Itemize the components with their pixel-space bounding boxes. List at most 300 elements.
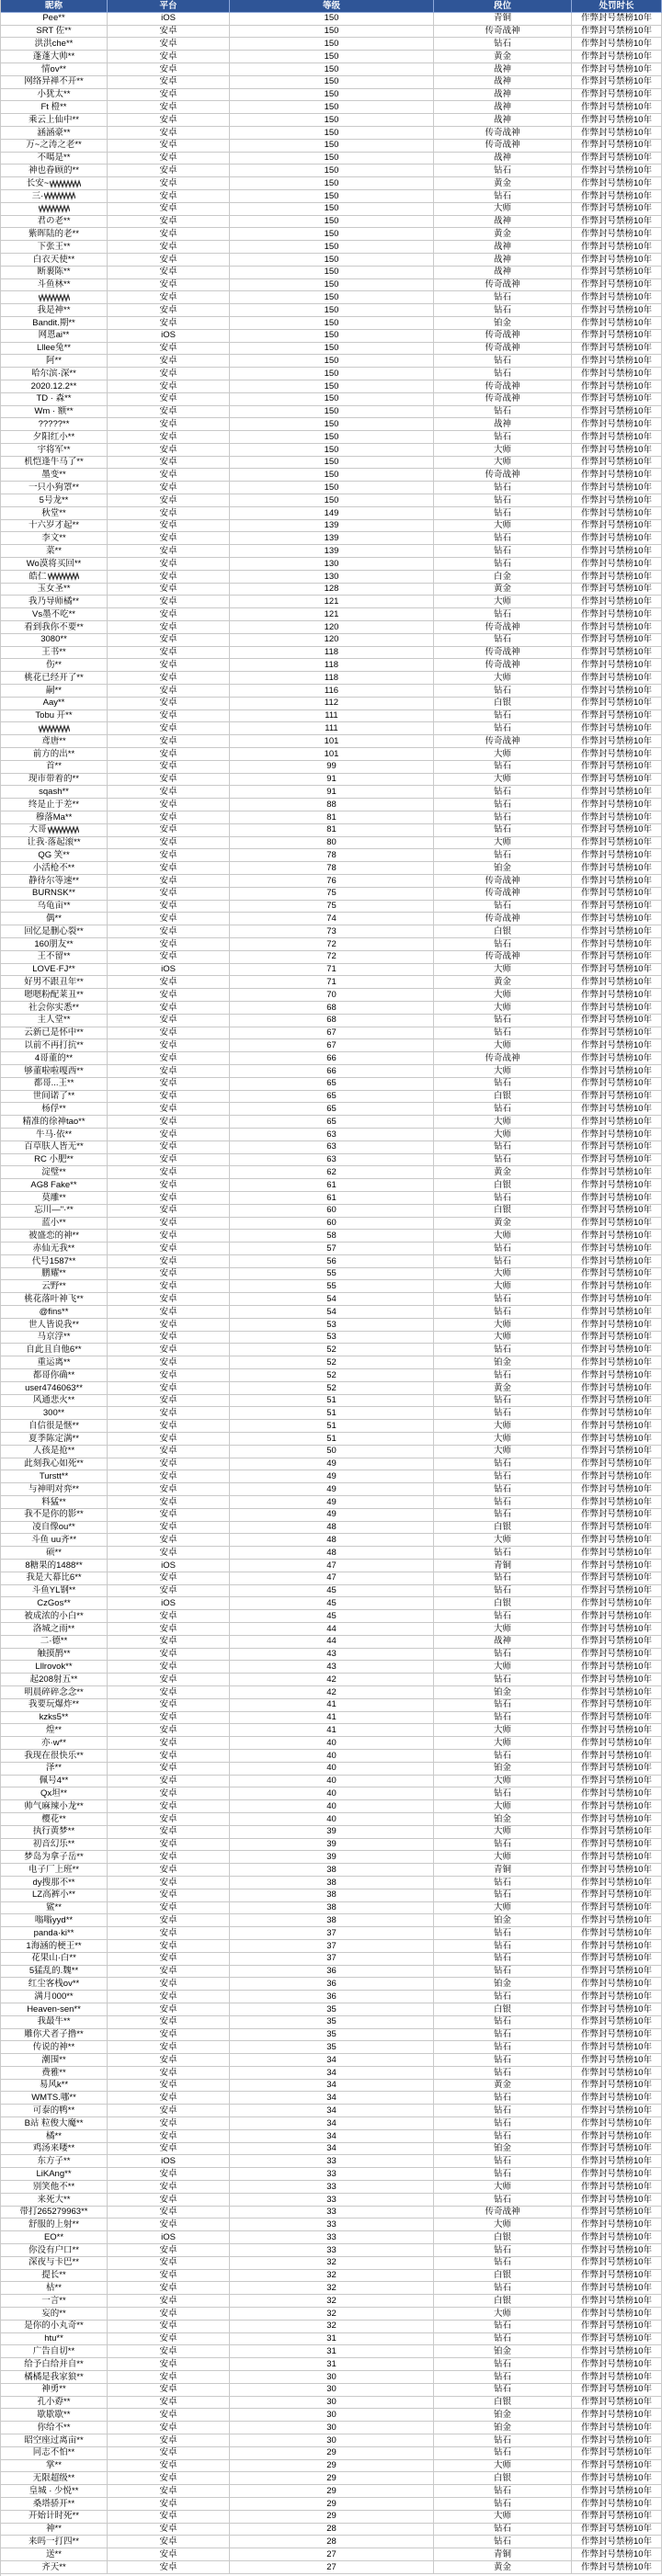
nickname-cell[interactable] (1, 2117, 108, 2130)
platform-cell[interactable] (108, 1940, 230, 1953)
table-row[interactable] (1, 2511, 662, 2524)
level-cell[interactable] (230, 901, 434, 914)
rank-cell[interactable] (434, 647, 572, 660)
nickname-cell[interactable] (1, 774, 108, 787)
level-cell[interactable] (230, 203, 434, 216)
rank-cell[interactable] (434, 1750, 572, 1763)
penalty-cell[interactable] (572, 2485, 662, 2498)
table-row[interactable] (1, 571, 662, 584)
nickname-cell[interactable] (1, 1306, 108, 1319)
table-row[interactable] (1, 2244, 662, 2257)
nickname-cell[interactable] (1, 862, 108, 875)
nickname-cell[interactable] (1, 1496, 108, 1509)
nickname-cell[interactable] (1, 140, 108, 153)
platform-cell[interactable] (108, 2041, 230, 2054)
platform-cell[interactable] (108, 101, 230, 114)
level-cell[interactable] (230, 2561, 434, 2574)
platform-cell[interactable] (108, 2244, 230, 2257)
rank-cell[interactable] (434, 1522, 572, 1535)
platform-cell[interactable] (108, 203, 230, 216)
rank-cell[interactable] (434, 63, 572, 76)
platform-cell[interactable] (108, 1446, 230, 1458)
level-cell[interactable] (230, 38, 434, 51)
platform-cell[interactable] (108, 1356, 230, 1369)
rank-cell[interactable] (434, 1052, 572, 1065)
nickname-cell[interactable] (1, 532, 108, 545)
penalty-cell[interactable] (572, 2447, 662, 2460)
penalty-cell[interactable] (572, 1636, 662, 1649)
penalty-cell[interactable] (572, 1940, 662, 1953)
nickname-cell[interactable] (1, 1154, 108, 1167)
penalty-cell[interactable] (572, 875, 662, 888)
rank-cell[interactable] (434, 1712, 572, 1725)
level-cell[interactable] (230, 1065, 434, 1078)
penalty-cell[interactable] (572, 532, 662, 545)
rank-cell[interactable] (434, 1547, 572, 1560)
platform-cell[interactable] (108, 2295, 230, 2308)
table-row[interactable] (1, 13, 662, 26)
table-row[interactable] (1, 558, 662, 571)
penalty-cell[interactable] (572, 1763, 662, 1776)
penalty-cell[interactable] (572, 596, 662, 608)
table-row[interactable] (1, 2105, 662, 2117)
platform-cell[interactable] (108, 1091, 230, 1104)
level-cell[interactable] (230, 1509, 434, 1522)
penalty-cell[interactable] (572, 722, 662, 735)
rank-cell[interactable] (434, 1319, 572, 1332)
level-cell[interactable] (230, 1724, 434, 1737)
rank-cell[interactable] (434, 1737, 572, 1750)
table-row[interactable] (1, 2155, 662, 2168)
rank-cell[interactable] (434, 2422, 572, 2434)
level-cell[interactable] (230, 824, 434, 837)
penalty-cell[interactable] (572, 2358, 662, 2371)
platform-cell[interactable] (108, 2345, 230, 2358)
rank-cell[interactable] (434, 1763, 572, 1776)
nickname-cell[interactable] (1, 63, 108, 76)
nickname-cell[interactable] (1, 1395, 108, 1408)
penalty-cell[interactable] (572, 469, 662, 482)
nickname-cell[interactable] (1, 672, 108, 685)
level-cell[interactable] (230, 1027, 434, 1040)
penalty-cell[interactable] (572, 355, 662, 368)
platform-cell[interactable] (108, 1966, 230, 1979)
nickname-cell[interactable] (1, 254, 108, 267)
rank-cell[interactable] (434, 1129, 572, 1141)
platform-cell[interactable] (108, 1636, 230, 1649)
platform-cell[interactable] (108, 584, 230, 596)
nickname-cell[interactable] (1, 1661, 108, 1674)
table-row[interactable] (1, 317, 662, 330)
rank-cell[interactable] (434, 1116, 572, 1129)
rank-cell[interactable] (434, 1927, 572, 1940)
nickname-cell[interactable] (1, 875, 108, 888)
level-cell[interactable] (230, 2460, 434, 2473)
rank-cell[interactable] (434, 89, 572, 102)
level-cell[interactable] (230, 482, 434, 494)
rank-cell[interactable] (434, 2257, 572, 2270)
level-cell[interactable] (230, 2092, 434, 2105)
rank-cell[interactable] (434, 520, 572, 533)
nickname-cell[interactable] (1, 659, 108, 672)
rank-cell[interactable] (434, 2345, 572, 2358)
penalty-cell[interactable] (572, 2244, 662, 2257)
platform-cell[interactable] (108, 849, 230, 862)
penalty-cell[interactable] (572, 482, 662, 494)
nickname-cell[interactable] (1, 1763, 108, 1776)
rank-cell[interactable] (434, 925, 572, 938)
penalty-cell[interactable] (572, 1712, 662, 1725)
nickname-cell[interactable] (1, 1433, 108, 1446)
rank-cell[interactable] (434, 2041, 572, 2054)
table-row[interactable] (1, 140, 662, 153)
level-cell[interactable] (230, 1699, 434, 1712)
table-row[interactable] (1, 2270, 662, 2283)
table-row[interactable] (1, 76, 662, 89)
table-row[interactable] (1, 1243, 662, 1255)
level-cell[interactable] (230, 1674, 434, 1686)
platform-cell[interactable] (108, 114, 230, 127)
table-row[interactable] (1, 393, 662, 406)
platform-cell[interactable] (108, 190, 230, 203)
penalty-cell[interactable] (572, 2080, 662, 2093)
platform-cell[interactable] (108, 837, 230, 850)
penalty-cell[interactable] (572, 976, 662, 989)
penalty-cell[interactable] (572, 1674, 662, 1686)
level-cell[interactable] (230, 2143, 434, 2156)
rank-cell[interactable] (434, 368, 572, 380)
level-cell[interactable] (230, 964, 434, 977)
nickname-cell[interactable] (1, 1243, 108, 1255)
platform-cell[interactable] (108, 2130, 230, 2143)
rank-cell[interactable] (434, 1902, 572, 1915)
platform-cell[interactable] (108, 2194, 230, 2207)
platform-cell[interactable] (108, 1332, 230, 1345)
level-cell[interactable] (230, 938, 434, 951)
rank-cell[interactable] (434, 2561, 572, 2574)
platform-cell[interactable] (108, 2029, 230, 2042)
level-cell[interactable] (230, 101, 434, 114)
rank-cell[interactable] (434, 2231, 572, 2244)
level-cell[interactable] (230, 2524, 434, 2536)
rank-cell[interactable] (434, 774, 572, 787)
table-row[interactable] (1, 799, 662, 811)
table-row[interactable] (1, 89, 662, 102)
nickname-cell[interactable] (1, 722, 108, 735)
level-cell[interactable] (230, 722, 434, 735)
table-row[interactable] (1, 621, 662, 634)
platform-cell[interactable] (108, 799, 230, 811)
level-cell[interactable] (230, 608, 434, 621)
table-row[interactable] (1, 2524, 662, 2536)
table-row[interactable] (1, 1496, 662, 1509)
platform-cell[interactable] (108, 1522, 230, 1535)
table-row[interactable] (1, 888, 662, 901)
rank-cell[interactable] (434, 1255, 572, 1268)
table-row[interactable] (1, 355, 662, 368)
nickname-cell[interactable] (1, 279, 108, 292)
nickname-cell[interactable] (1, 1052, 108, 1065)
rank-cell[interactable] (434, 1813, 572, 1826)
penalty-cell[interactable] (572, 1154, 662, 1167)
table-row[interactable] (1, 2067, 662, 2080)
table-row[interactable] (1, 38, 662, 51)
penalty-cell[interactable] (572, 520, 662, 533)
table-row[interactable] (1, 1649, 662, 1662)
table-row[interactable] (1, 1280, 662, 1293)
rank-cell[interactable] (434, 862, 572, 875)
level-cell[interactable] (230, 279, 434, 292)
level-cell[interactable] (230, 2219, 434, 2231)
penalty-cell[interactable] (572, 2143, 662, 2156)
nickname-cell[interactable] (1, 1522, 108, 1535)
penalty-cell[interactable] (572, 444, 662, 457)
level-cell[interactable] (230, 406, 434, 419)
penalty-cell[interactable] (572, 304, 662, 317)
penalty-cell[interactable] (572, 241, 662, 254)
table-row[interactable] (1, 532, 662, 545)
level-cell[interactable] (230, 1560, 434, 1572)
table-row[interactable] (1, 1382, 662, 1395)
nickname-cell[interactable] (1, 304, 108, 317)
table-row[interactable] (1, 1141, 662, 1154)
level-cell[interactable] (230, 1103, 434, 1116)
table-row[interactable] (1, 837, 662, 850)
rank-cell[interactable] (434, 406, 572, 419)
penalty-cell[interactable] (572, 1483, 662, 1496)
penalty-cell[interactable] (572, 1395, 662, 1408)
rank-cell[interactable] (434, 1661, 572, 1674)
rank-cell[interactable] (434, 1179, 572, 1192)
table-row[interactable] (1, 1052, 662, 1065)
penalty-cell[interactable] (572, 1218, 662, 1231)
table-row[interactable] (1, 2080, 662, 2093)
penalty-cell[interactable] (572, 545, 662, 558)
nickname-cell[interactable] (1, 2282, 108, 2295)
platform-cell[interactable] (108, 482, 230, 494)
platform-cell[interactable] (108, 1319, 230, 1332)
level-cell[interactable] (230, 2384, 434, 2397)
penalty-cell[interactable] (572, 1776, 662, 1788)
platform-cell[interactable] (108, 1344, 230, 1356)
table-row[interactable] (1, 685, 662, 698)
platform-cell[interactable] (108, 2485, 230, 2498)
table-row[interactable] (1, 1166, 662, 1179)
level-cell[interactable] (230, 532, 434, 545)
rank-cell[interactable] (434, 457, 572, 470)
penalty-cell[interactable] (572, 1902, 662, 1915)
table-row[interactable] (1, 1686, 662, 1699)
nickname-cell[interactable] (1, 685, 108, 698)
platform-cell[interactable] (108, 1610, 230, 1623)
table-row[interactable] (1, 1914, 662, 1927)
rank-cell[interactable] (434, 101, 572, 114)
table-row[interactable] (1, 1712, 662, 1725)
penalty-cell[interactable] (572, 2270, 662, 2283)
nickname-cell[interactable] (1, 1699, 108, 1712)
nickname-cell[interactable] (1, 2029, 108, 2042)
platform-cell[interactable] (108, 951, 230, 964)
rank-cell[interactable] (434, 216, 572, 229)
nickname-cell[interactable] (1, 494, 108, 507)
platform-cell[interactable] (108, 2092, 230, 2105)
level-cell[interactable] (230, 1091, 434, 1104)
level-cell[interactable] (230, 2207, 434, 2219)
platform-cell[interactable] (108, 2067, 230, 2080)
platform-cell[interactable] (108, 1839, 230, 1852)
platform-cell[interactable] (108, 1737, 230, 1750)
platform-cell[interactable] (108, 964, 230, 977)
platform-cell[interactable] (108, 1470, 230, 1483)
penalty-cell[interactable] (572, 279, 662, 292)
platform-cell[interactable] (108, 127, 230, 140)
table-row[interactable] (1, 304, 662, 317)
header-penalty[interactable] (572, 0, 662, 13)
table-row[interactable] (1, 1991, 662, 2003)
level-cell[interactable] (230, 811, 434, 824)
table-row[interactable] (1, 267, 662, 279)
penalty-cell[interactable] (572, 901, 662, 914)
level-cell[interactable] (230, 2397, 434, 2410)
platform-cell[interactable] (108, 216, 230, 229)
penalty-cell[interactable] (572, 1547, 662, 1560)
nickname-cell[interactable] (1, 2003, 108, 2016)
rank-cell[interactable] (434, 380, 572, 393)
rank-cell[interactable] (434, 2244, 572, 2257)
table-row[interactable] (1, 1293, 662, 1306)
platform-cell[interactable] (108, 571, 230, 584)
nickname-cell[interactable] (1, 1332, 108, 1345)
table-row[interactable] (1, 2371, 662, 2384)
nickname-cell[interactable] (1, 2295, 108, 2308)
level-cell[interactable] (230, 1332, 434, 1345)
nickname-cell[interactable] (1, 634, 108, 647)
platform-cell[interactable] (108, 380, 230, 393)
nickname-cell[interactable] (1, 735, 108, 748)
rank-cell[interactable] (434, 26, 572, 39)
level-cell[interactable] (230, 1750, 434, 1763)
table-row[interactable] (1, 1864, 662, 1877)
rank-cell[interactable] (434, 1091, 572, 1104)
nickname-cell[interactable] (1, 888, 108, 901)
level-cell[interactable] (230, 216, 434, 229)
nickname-cell[interactable] (1, 621, 108, 634)
platform-cell[interactable] (108, 2409, 230, 2422)
penalty-cell[interactable] (572, 2105, 662, 2117)
level-cell[interactable] (230, 1610, 434, 1623)
rank-cell[interactable] (434, 2524, 572, 2536)
table-row[interactable] (1, 1015, 662, 1027)
platform-cell[interactable] (108, 748, 230, 761)
rank-cell[interactable] (434, 482, 572, 494)
table-row[interactable] (1, 1116, 662, 1129)
platform-cell[interactable] (108, 1547, 230, 1560)
rank-cell[interactable] (434, 1103, 572, 1116)
penalty-cell[interactable] (572, 811, 662, 824)
nickname-cell[interactable] (1, 1978, 108, 1991)
rank-cell[interactable] (434, 824, 572, 837)
level-cell[interactable] (230, 2371, 434, 2384)
table-row[interactable] (1, 2029, 662, 2042)
level-cell[interactable] (230, 596, 434, 608)
penalty-cell[interactable] (572, 2498, 662, 2511)
platform-cell[interactable] (108, 1243, 230, 1255)
platform-cell[interactable] (108, 254, 230, 267)
level-cell[interactable] (230, 1787, 434, 1800)
level-cell[interactable] (230, 1255, 434, 1268)
rank-cell[interactable] (434, 2117, 572, 2130)
table-row[interactable] (1, 1940, 662, 1953)
level-cell[interactable] (230, 634, 434, 647)
table-row[interactable] (1, 989, 662, 1002)
table-row[interactable] (1, 1674, 662, 1686)
rank-cell[interactable] (434, 2447, 572, 2460)
rank-cell[interactable] (434, 849, 572, 862)
penalty-cell[interactable] (572, 1610, 662, 1623)
rank-cell[interactable] (434, 267, 572, 279)
rank-cell[interactable] (434, 76, 572, 89)
table-row[interactable] (1, 216, 662, 229)
penalty-cell[interactable] (572, 2524, 662, 2536)
nickname-cell[interactable] (1, 913, 108, 925)
platform-cell[interactable] (108, 901, 230, 914)
penalty-cell[interactable] (572, 2409, 662, 2422)
nickname-cell[interactable] (1, 101, 108, 114)
rank-cell[interactable] (434, 811, 572, 824)
penalty-cell[interactable] (572, 634, 662, 647)
table-row[interactable] (1, 1522, 662, 1535)
table-row[interactable] (1, 2231, 662, 2244)
table-row[interactable] (1, 1610, 662, 1623)
nickname-cell[interactable] (1, 431, 108, 444)
penalty-cell[interactable] (572, 2397, 662, 2410)
platform-cell[interactable] (108, 824, 230, 837)
level-cell[interactable] (230, 1483, 434, 1496)
rank-cell[interactable] (434, 659, 572, 672)
table-row[interactable] (1, 2358, 662, 2371)
penalty-cell[interactable] (572, 2054, 662, 2067)
platform-cell[interactable] (108, 2371, 230, 2384)
table-row[interactable] (1, 1927, 662, 1940)
platform-cell[interactable] (108, 1763, 230, 1776)
nickname-cell[interactable] (1, 837, 108, 850)
level-cell[interactable] (230, 2295, 434, 2308)
platform-cell[interactable] (108, 2016, 230, 2029)
rank-cell[interactable] (434, 241, 572, 254)
nickname-cell[interactable] (1, 596, 108, 608)
nickname-cell[interactable] (1, 976, 108, 989)
nickname-cell[interactable] (1, 241, 108, 254)
nickname-cell[interactable] (1, 2194, 108, 2207)
nickname-cell[interactable] (1, 1483, 108, 1496)
rank-cell[interactable] (434, 254, 572, 267)
table-row[interactable] (1, 1332, 662, 1345)
table-row[interactable] (1, 1065, 662, 1078)
penalty-cell[interactable] (572, 1699, 662, 1712)
level-cell[interactable] (230, 2333, 434, 2346)
penalty-cell[interactable] (572, 1813, 662, 1826)
penalty-cell[interactable] (572, 1433, 662, 1446)
level-cell[interactable] (230, 2244, 434, 2257)
penalty-cell[interactable] (572, 1560, 662, 1572)
rank-cell[interactable] (434, 1864, 572, 1877)
table-row[interactable] (1, 1776, 662, 1788)
penalty-cell[interactable] (572, 1166, 662, 1179)
nickname-cell[interactable] (1, 849, 108, 862)
nickname-cell[interactable] (1, 2080, 108, 2093)
nickname-cell[interactable] (1, 2168, 108, 2181)
nickname-cell[interactable] (1, 1750, 108, 1763)
